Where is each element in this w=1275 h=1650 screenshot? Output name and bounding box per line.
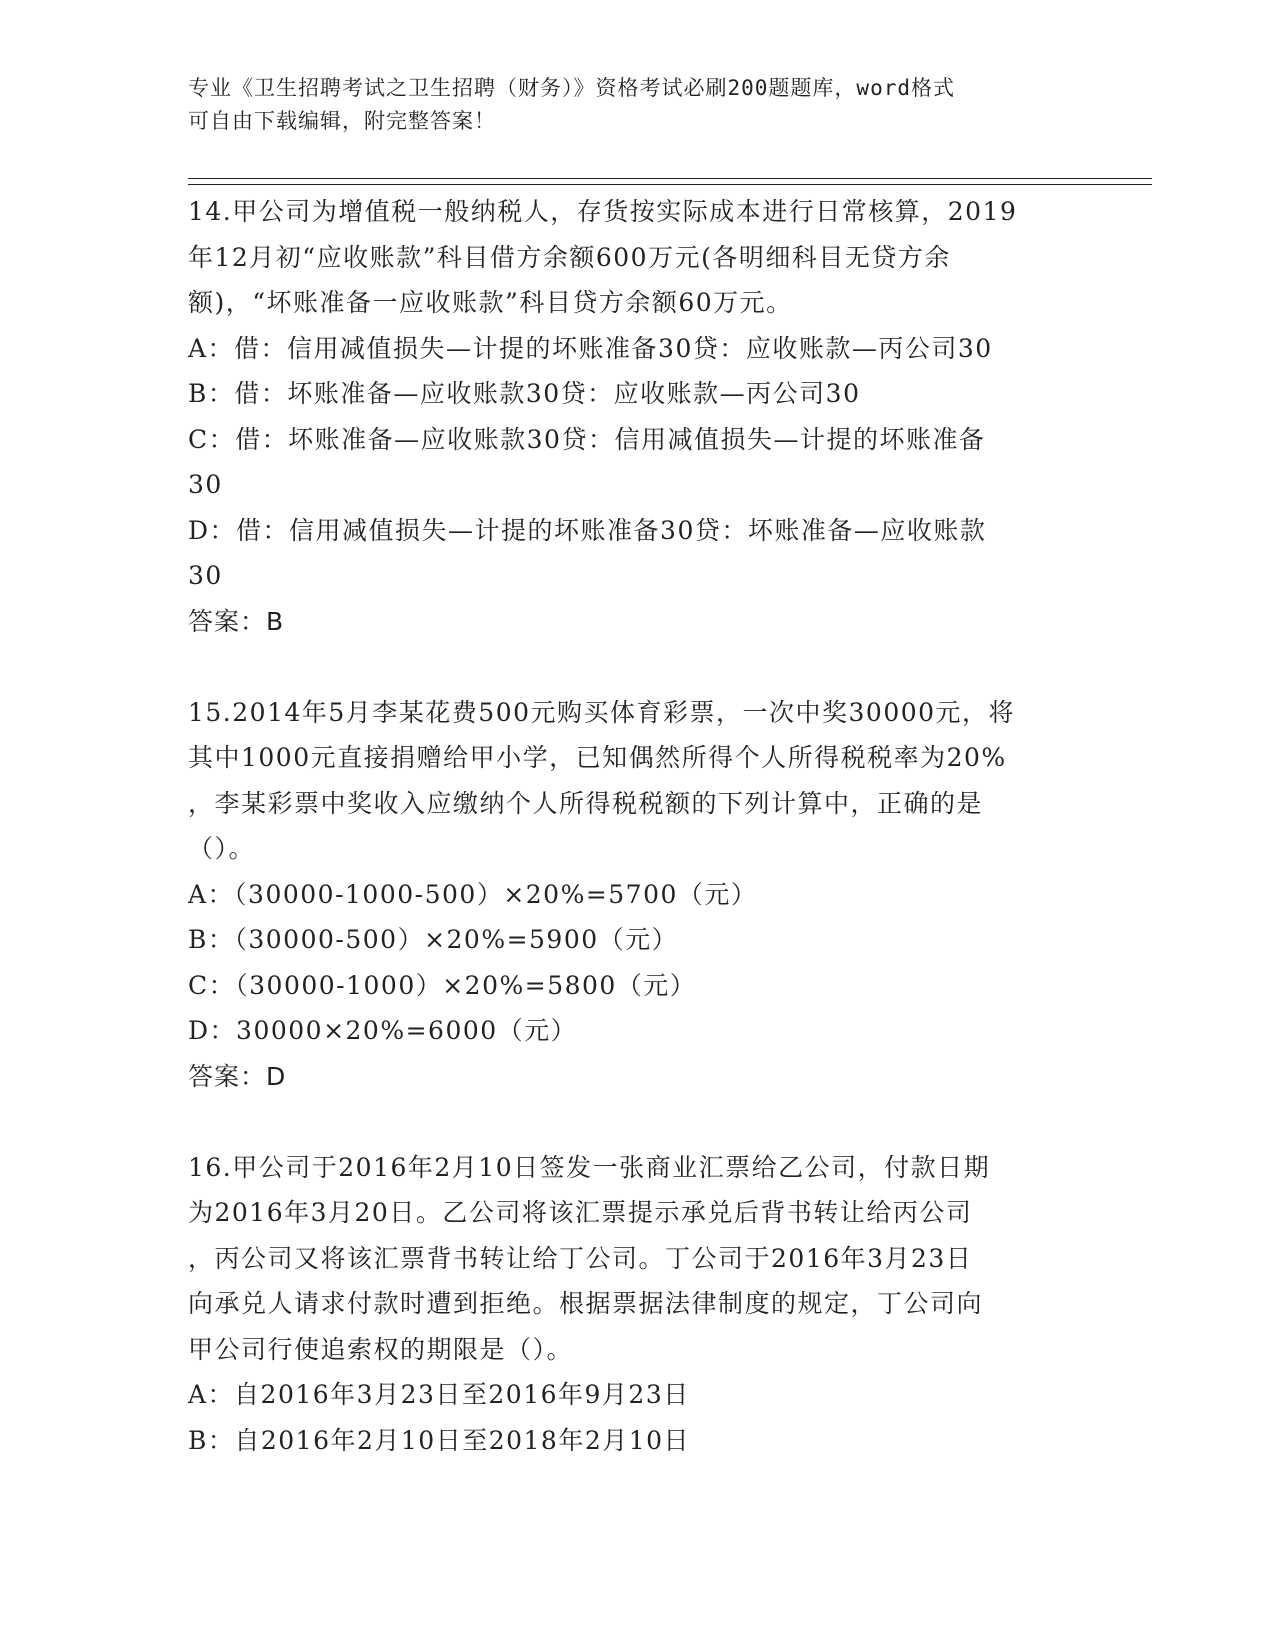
option-c: C：借：坏账准备—应收账款30贷：信用减值损失—计提的坏账准备 <box>188 424 986 454</box>
option-a: A：借：信用减值损失—计提的坏账准备30贷：应收账款—丙公司30 <box>188 333 993 363</box>
question-stem-line: （）。 <box>188 834 256 863</box>
answer-label: 答案：B <box>188 606 285 636</box>
question-15 <box>188 690 1088 1100</box>
option-d: D：30000×20%=6000（元） <box>188 1016 578 1045</box>
question-stem-line: 向承兑人请求付款时遭到拒绝。根据票据法律制度的规定，丁公司向 <box>188 1289 984 1318</box>
question-stem-line: 额)，“坏账准备一应收账款”科目贷方余额60万元。 <box>188 288 793 317</box>
option-c-continued: 30 <box>188 470 223 499</box>
header-divider-bottom <box>188 184 1152 185</box>
question-stem-line: 甲公司行使追索权的期限是（）。 <box>188 1334 574 1364</box>
option-a: A：自2016年3月23日至2016年9月23日 <box>188 1380 690 1409</box>
question-list <box>188 189 1088 1463</box>
option-a: A：（30000-1000-500）×20%=5700（元） <box>188 879 758 909</box>
answer-label: 答案：D <box>188 1061 287 1091</box>
option-d-continued: 30 <box>188 561 223 590</box>
option-b: B：借：坏账准备—应收账款30贷：应收账款—丙公司30 <box>188 379 861 408</box>
question-stem-line: ，李某彩票中奖收入应缴纳个人所得税税额的下列计算中，正确的是 <box>188 788 984 818</box>
question-spacer <box>188 1099 1088 1145</box>
question-14 <box>188 189 1088 644</box>
document-header <box>188 72 1068 138</box>
option-c: C：（30000-1000）×20%=5800（元） <box>188 970 697 1000</box>
header-divider-top <box>188 178 1152 179</box>
header-line-2: 可自由下载编辑，附完整答案！ <box>188 109 496 133</box>
question-stem-line: 年12月初“应收账款”科目借方余额600万元(各明细科目无贷方余 <box>188 242 951 272</box>
question-stem-line: 为2016年3月20日。乙公司将该汇票提示承兑后背书转让给丙公司 <box>188 1198 973 1227</box>
question-16 <box>188 1145 1088 1464</box>
question-stem-line: ，丙公司又将该汇票背书转让给丁公司。丁公司于2016年3月23日 <box>188 1243 973 1273</box>
question-stem-line: 15.2014年5月李某花费500元购买体育彩票，一次中奖30000元，将 <box>188 697 1016 727</box>
question-stem-line: 其中1000元直接捐赠给甲小学，已知偶然所得个人所得税税率为20% <box>188 743 1007 772</box>
option-b: B：（30000-500）×20%=5900（元） <box>188 925 679 954</box>
option-d: D：借：信用减值损失—计提的坏账准备30贷：坏账准备—应收账款 <box>188 515 987 545</box>
question-stem-line: 16.甲公司于2016年2月10日签发一张商业汇票给乙公司，付款日期 <box>188 1152 991 1182</box>
option-b: B：自2016年2月10日至2018年2月10日 <box>188 1425 691 1455</box>
header-line-1: 专业《卫生招聘考试之卫生招聘（财务）》资格考试必刷200题题库，word格式 <box>188 76 955 100</box>
question-spacer <box>188 644 1088 690</box>
question-stem-line: 14.甲公司为增值税一般纳税人，存货按实际成本进行日常核算，2019 <box>188 197 1018 226</box>
